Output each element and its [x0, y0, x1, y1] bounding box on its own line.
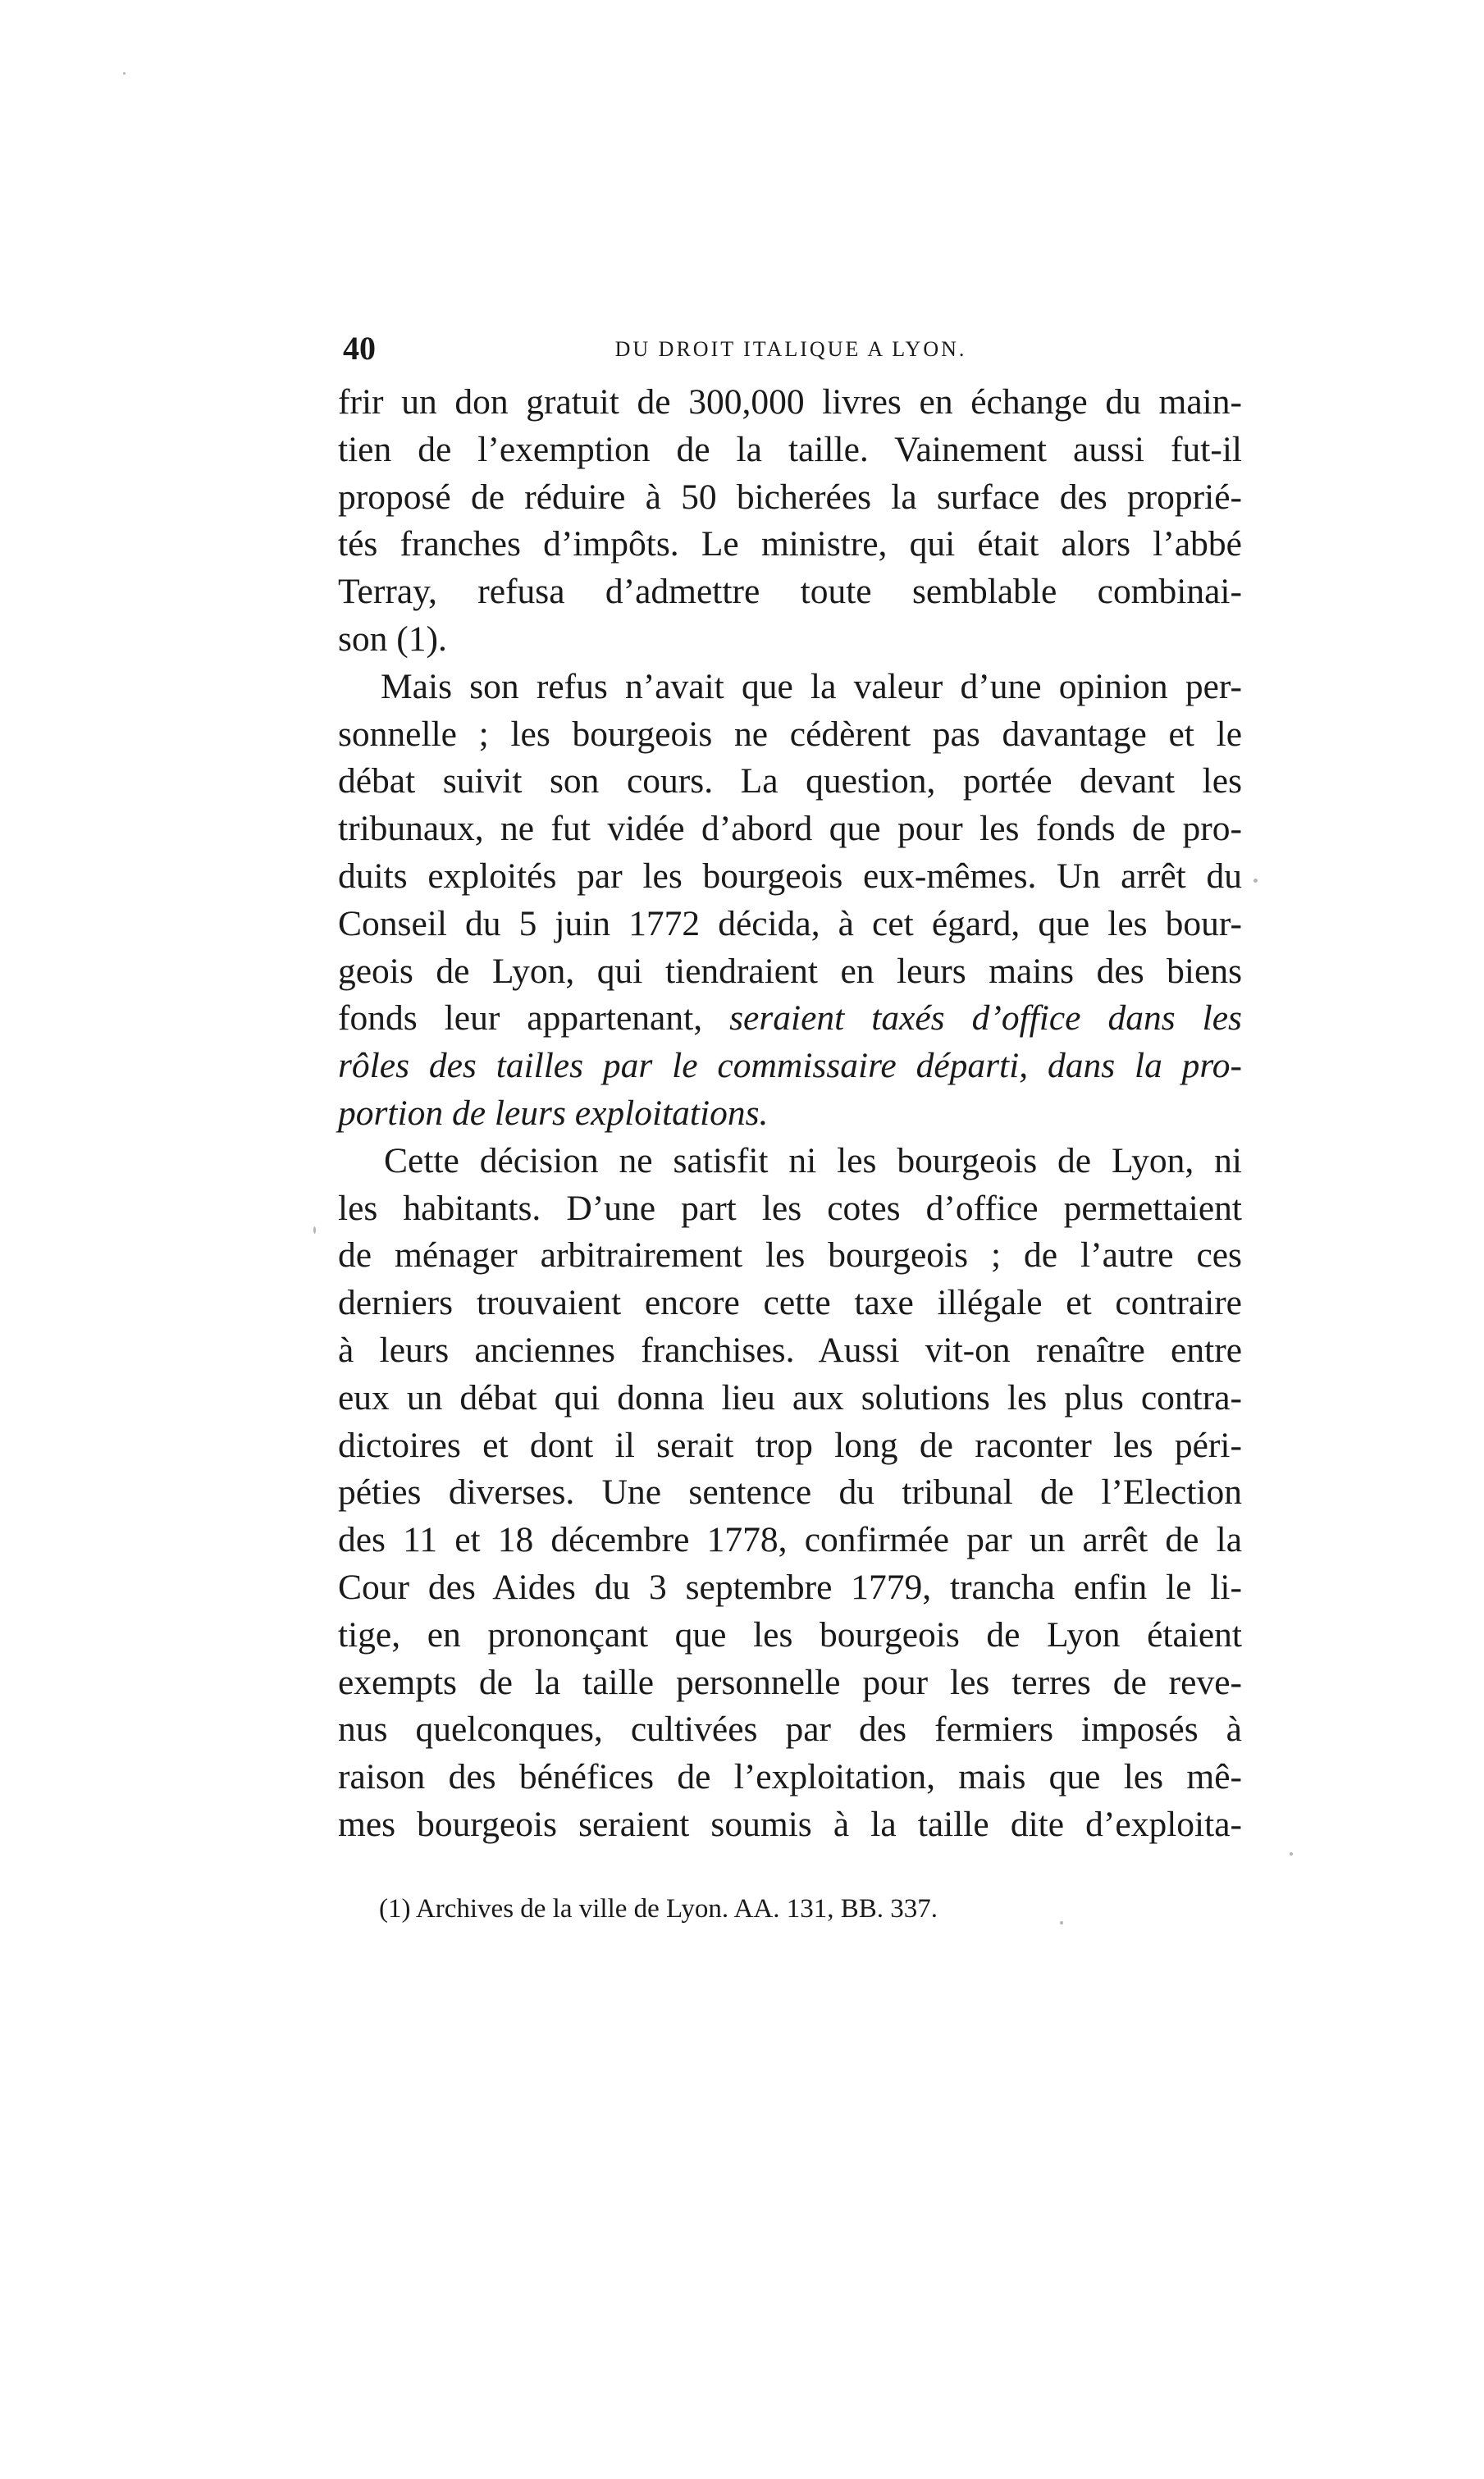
text-line: à leurs anciennes franchises. Aussi vit-on renaître entre: [338, 1330, 1242, 1370]
scan-speck: [1290, 1852, 1293, 1856]
text-line: tige, en prononçant que les bourgeois de Lyon étaient: [338, 1614, 1242, 1655]
page-header: [343, 328, 1239, 369]
running-title: DU DROIT ITALIQUE A LYON.: [614, 337, 967, 361]
text-line: raison des bénéfices de l’exploitation, mais que les mê-: [338, 1757, 1242, 1797]
text-line: les habitants. D’une part les cotes d’office permettaient: [338, 1188, 1242, 1228]
text-line: tribunaux, ne fut vidée d’abord que pour les fonds de pro-: [338, 809, 1242, 849]
text-line: tés franches d’impôts. Le ministre, qui était alors l’abbé: [338, 524, 1242, 564]
text-line: Mais son refus n’avait que la valeur d’une opinion per-: [381, 666, 1242, 706]
text-line: frir un don gratuit de 300,000 livres en échange du main-: [338, 382, 1242, 422]
scan-speck: [1253, 879, 1258, 883]
text-line: des 11 et 18 décembre 1778, confirmée par un arrêt de la: [338, 1520, 1242, 1560]
text-line: [338, 995, 1242, 1043]
text-line: nus quelconques, cultivées par des fermiers imposés à: [338, 1710, 1242, 1750]
text-line: exempts de la taille personnelle pour les terres de reve-: [338, 1662, 1242, 1702]
page-number: 40: [343, 330, 376, 367]
text-line: débat suivit son cours. La question, portée devant les: [338, 761, 1242, 801]
text-line: dictoires et dont il serait trop long de raconter les péri-: [338, 1425, 1242, 1465]
scan-speck: [123, 72, 126, 75]
text-line: proposé de réduire à 50 bicherées la surface des proprié-: [338, 477, 1242, 517]
text-line: Conseil du 5 juin 1772 décida, à cet égard, que les bour-: [338, 903, 1242, 943]
text-line: derniers trouvaient encore cette taxe illégale et contraire: [338, 1283, 1242, 1323]
text-line: son (1).: [338, 619, 447, 659]
text-line: tien de l’exemption de la taille. Vainement aussi fut-il: [338, 429, 1242, 469]
scan-speck: [313, 1226, 316, 1234]
text-line: Cette décision ne satisfit ni les bourgeois de Lyon, ni: [384, 1140, 1242, 1180]
text-line: de ménager arbitrairement les bourgeois ; de l’autre ces: [338, 1235, 1242, 1276]
text-line: geois de Lyon, qui tiendraient en leurs mains des biens: [338, 951, 1242, 991]
italic-line: rôles des tailles par le commissaire départi, dans la pro-: [338, 1046, 1242, 1086]
text-line: péties diverses. Une sentence du tribunal de l’Election: [338, 1472, 1242, 1513]
scan-speck: [1060, 1921, 1063, 1924]
text-line: mes bourgeois seraient soumis à la taille dite d’exploita-: [338, 1804, 1242, 1844]
text-line: sonnelle ; les bourgeois ne cédèrent pas davantage et le: [338, 714, 1242, 754]
text-line: Terray, refusa d’admettre toute semblable combinai-: [338, 572, 1242, 612]
text-line: eux un débat qui donna lieu aux solutions les plus contra-: [338, 1377, 1242, 1418]
body-text: [338, 379, 1242, 1849]
italic-line: portion de leurs exploitations.: [338, 1093, 769, 1133]
text-run: fonds leur appartenant,: [338, 998, 730, 1039]
italic-run: seraient taxés d’office dans les: [729, 998, 1242, 1039]
text-line: Cour des Aides du 3 septembre 1779, trancha enfin le li-: [338, 1567, 1242, 1607]
footnote: (1) Archives de la ville de Lyon. AA. 131, BB. 337.: [379, 1894, 938, 1924]
text-line: duits exploités par les bourgeois eux-mêmes. Un arrêt du: [338, 856, 1242, 896]
